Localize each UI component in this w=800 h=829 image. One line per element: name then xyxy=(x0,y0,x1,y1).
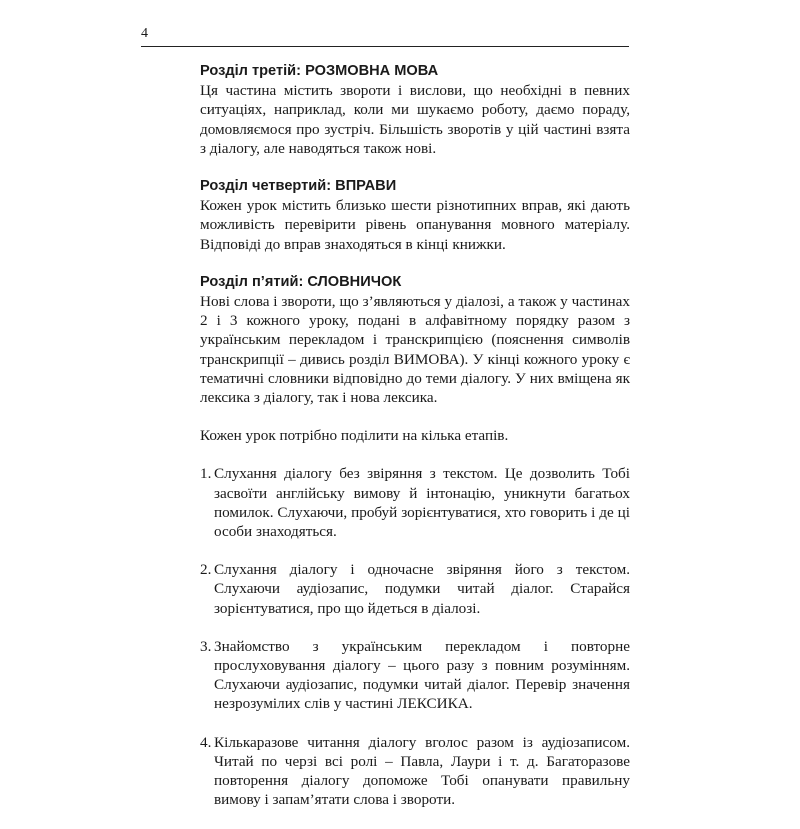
list-item xyxy=(200,560,630,618)
page-content xyxy=(200,62,630,829)
step-text: Слухання діалогу без звіряння з текстом. Це дозволить Тобі засвоїти англійську вимову й інтонацію, уникнути багатьох помилок. Слухаючи, пробуй зорієнтуватися, хто говорить і де ці особи знаходяться. xyxy=(214,465,630,541)
steps-intro: Кожен урок потрібно поділити на кілька етапів. xyxy=(200,427,509,445)
list-item xyxy=(200,464,630,541)
step-text: Знайомство з українським перекладом і повторне прослуховування діалогу – цього разу з повним розумінням. Слухаючи аудіозапис, подумки читай діалог. Перевір значення незрозумілих слів у частині ЛЕКСИКА. xyxy=(214,637,630,713)
step-number: 1. xyxy=(200,465,212,483)
section-body: Нові слова і звороти, що з’являються у діалозі, а також у частинах 2 і 3 кожного уроку, подані в алфавітному порядку разом з українським перекладом і транскрипцією (пояснення символів транскрипції – дивись розділ ВИМОВА). У кінці кожного уроку є тематичні словники відповідно до теми діалогу. У них вміщена як лексика з діалогу, так і нова лексика. xyxy=(200,293,630,407)
section-exercises xyxy=(200,177,630,254)
list-item xyxy=(200,733,630,810)
step-number: 3. xyxy=(200,637,212,655)
step-number: 4. xyxy=(200,733,212,751)
step-text: Слухання діалогу і одночасне звіряння його з текстом. Слухаючи аудіозапис, подумки читай діалог. Старайся зорієнтуватися, про що йдеться в діалозі. xyxy=(214,561,630,617)
section-conversational-language xyxy=(200,62,630,158)
section-title: Розділ четвертий: ВПРАВИ xyxy=(200,178,397,195)
header-rule xyxy=(141,46,629,47)
section-title: Розділ п’ятий: СЛОВНИЧОК xyxy=(200,273,402,290)
list-item xyxy=(200,637,630,714)
section-vocabulary xyxy=(200,273,630,407)
section-body: Кожен урок містить близько шести різнотипних вправ, які дають можливість перевірити рівень опанування мовного матеріалу. Відповіді до вправ знаходяться в кінці книжки. xyxy=(200,197,630,253)
step-number: 2. xyxy=(200,561,212,579)
section-body: Ця частина містить звороти і вислови, що необхідні в певних ситуаціях, наприклад, коли ми шукаємо роботу, даємо пораду, домовляємося про зустріч. Більшість зворотів у цій частині взята з діалогу, але наводяться також нові. xyxy=(200,82,630,157)
page-number: 4 xyxy=(141,26,148,41)
step-text: Кількаразове читання діалогу вголос разом із аудіозаписом. Читай по черзі всі ролі – Павла, Лаури і т. д. Багаторазове повторення діалогу допоможе Тобі опанувати правильну вимову і запам’ятати слова і звороти. xyxy=(214,733,630,809)
steps-list xyxy=(200,464,630,809)
section-title: Розділ третій: РОЗМОВНА МОВА xyxy=(200,63,439,79)
